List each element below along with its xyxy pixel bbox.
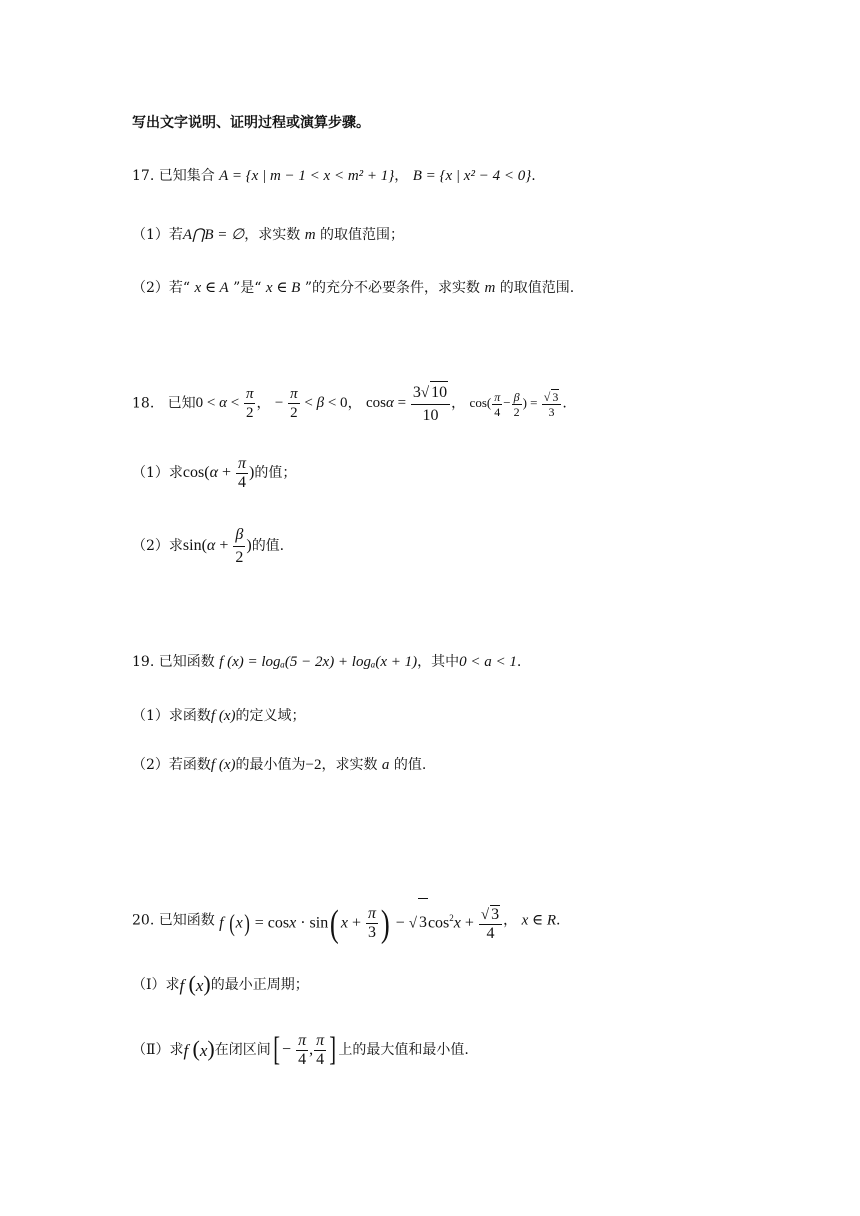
q20-domain: x ∈ R (521, 912, 557, 929)
q18-part1-expr: cos(α + $\frac{\pi}{4}$ ) (182, 454, 255, 491)
q17-part1 (132, 225, 404, 245)
q19-part2-tail: 的值. (393, 757, 427, 773)
q20-part2 (132, 1026, 469, 1074)
q20-stem-prefix: 已知函数 (158, 912, 215, 929)
q19-part1-label: （1）求函数 (132, 708, 211, 724)
q20-part2-mid: 在闭区间 (214, 1042, 271, 1058)
q17-part1-label: （1）若 (132, 227, 183, 243)
q19-part2-val: −2 (305, 757, 322, 773)
q17-part1-text: ，求实数 (244, 227, 301, 243)
q17-part2-var: m (484, 280, 496, 296)
q17-part1-expr: A⋂B = ∅ (182, 227, 245, 243)
q20-part1-tail: 的最小正周期； (210, 977, 309, 993)
q18-beta-range: − $\frac{\pi}{2}$ < β < 0 (274, 386, 348, 422)
q20-part1-fx: f (x) (179, 971, 211, 996)
q19-part1-tail: 的定义域； (235, 708, 306, 724)
q17-set-a: A = {x | m − 1 < x < m² + 1} (219, 168, 395, 184)
q20-part1 (132, 970, 309, 1000)
q19-part1 (132, 706, 306, 726)
q18-part2-expr: sin(α + $\frac{\beta}{2}$ ) (182, 525, 252, 566)
q19-part2-var: a (381, 757, 390, 773)
q17-part2-text: ”的充分不必要条件，求实数 (304, 280, 480, 296)
q17-number: 17. (132, 168, 155, 184)
q19-part1-fx: f (x) (210, 708, 236, 724)
q17-part2-expr1: x ∈ A (194, 280, 229, 296)
q18-cos-alpha: cosα = $\frac{3√ 10}{10}$ (366, 380, 451, 427)
q19-number: 19. (132, 654, 155, 670)
q17-part2-mid: ”是“ (233, 280, 262, 296)
q19-function: f (x) = logₐ(5 − 2x) + logₐ(x + 1) (219, 654, 418, 670)
q17-part1-tail: 的取值范围； (320, 227, 404, 243)
q19-cond-prefix: ，其中 (417, 654, 460, 670)
q20-part2-label: （Ⅱ）求 (132, 1042, 184, 1058)
q19-part2-fx: f (x) (210, 757, 236, 773)
q18-stem-prefix: 已知 (167, 395, 196, 412)
q18-part1 (132, 450, 296, 496)
q19-condition: 0 < a < 1 (459, 654, 517, 670)
q19-stem-prefix: 已知函数 (158, 654, 215, 670)
q20-stem: 20. 已知函数 f (x) = cosx · sin( x + $\frac{\pi}{3}$ ) − √ $3\cos^2x$ + $\frac{√ 3}{4}$ ， x ∈ R. (132, 894, 560, 947)
q19-part2-text: ，求实数 (321, 757, 378, 773)
q20-number: 20. (132, 912, 155, 929)
q20-interval: [ − $\frac{\pi}{4}$ , $\frac{\pi}{4}$ ] (272, 1031, 337, 1069)
q17-part2-label: （2）若“ (132, 280, 191, 296)
q18-stem: 18. 已知0 < α < $\frac{\pi}{2}$ ， − $\frac{\pi}{2}$ < β < 0， cosα = $\frac{3√ 10}{10}$ ， cos( $\frac{\pi}{4}$ − $\frac{\beta}{2}$ ) = $\frac{√ 3}{3}$ . (132, 380, 567, 427)
q20-function: f (x) = cosx · sin( x + $\frac{\pi}{3}$ ) − √ $3\cos^2x$ + $\frac{√ 3}{4}$ (219, 894, 503, 947)
q17-part1-var: m (304, 227, 316, 243)
q17-stem: 17. 已知集合 A = {x | m − 1 < x < m² + 1}， B = {x | x² − 4 < 0}. (132, 168, 536, 184)
q18-part1-label: （1）求 (132, 465, 183, 481)
q17-part2-expr2: x ∈ B (265, 280, 301, 296)
q18-part2-label: （2）求 (132, 538, 183, 554)
q17-part2-tail: 的取值范围. (499, 280, 575, 296)
q20-part2-fx: f (x) (183, 1036, 215, 1061)
q18-part1-tail: 的值； (254, 465, 297, 481)
q17-stem-prefix: 已知集合 (158, 168, 215, 184)
q18-alpha-range: 0 < α < $\frac{\pi}{2}$ (195, 386, 254, 422)
q18-number: 18. (132, 395, 155, 412)
section-heading: 写出文字说明、证明过程或演算步骤。 (132, 115, 370, 131)
q20-part2-tail: 上的最大值和最小值. (338, 1042, 469, 1058)
q18-part2-tail: 的值. (251, 538, 285, 554)
q19-stem: 19. 已知函数 f (x) = logₐ(5 − 2x) + logₐ(x + 1)，其中0 < a < 1. (132, 654, 522, 670)
q17-part2 (132, 278, 574, 298)
q19-part2 (132, 755, 426, 775)
q18-cos-expr: cos( $\frac{\pi}{4}$ − $\frac{\beta}{2}$ ) = $\frac{√ 3}{3}$ (470, 380, 563, 426)
q17-set-b: B = {x | x² − 4 < 0} (412, 168, 532, 184)
q18-part2 (132, 520, 284, 572)
q20-part1-label: （Ⅰ）求 (132, 977, 180, 993)
q19-part2-label: （2）若函数 (132, 757, 211, 773)
q19-part2-mid: 的最小值为 (235, 757, 306, 773)
